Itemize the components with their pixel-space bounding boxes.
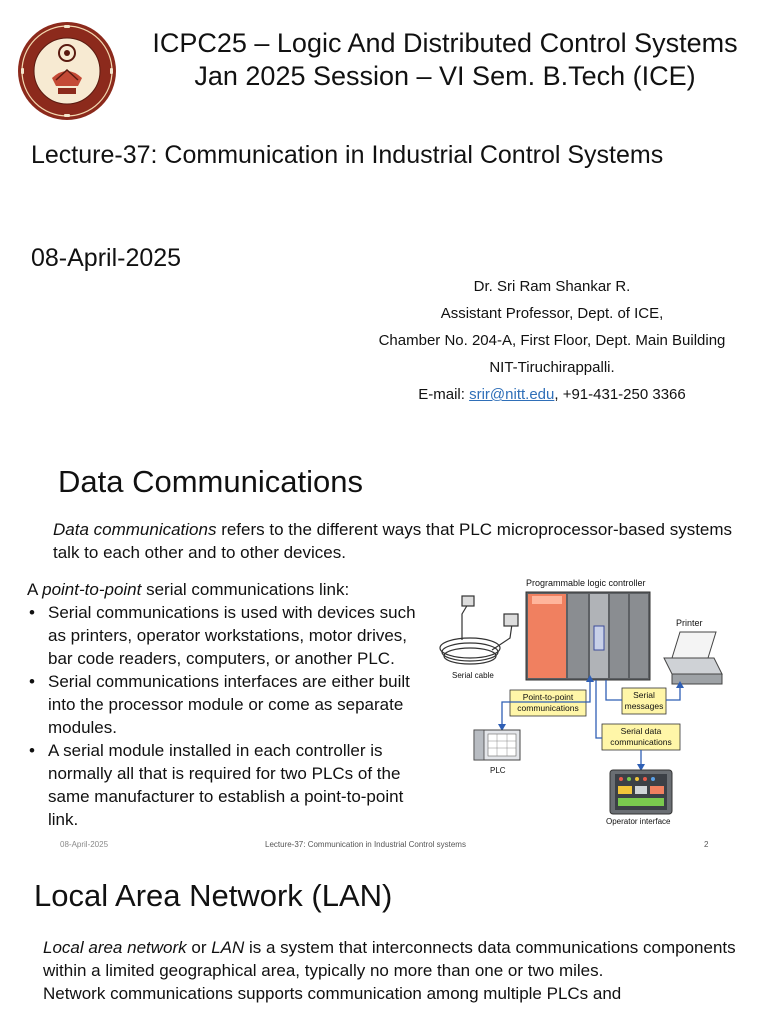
plc-small-label: PLC xyxy=(490,766,506,775)
lan-or: or xyxy=(186,938,212,957)
serial-data-line2: communications xyxy=(610,737,672,747)
operator-interface-icon xyxy=(610,770,672,814)
printer-label: Printer xyxy=(676,618,703,628)
data-communications-slide xyxy=(0,440,768,858)
author-institute: NIT-Tiruchirappalli. xyxy=(489,359,615,376)
serial-data-line1: Serial data xyxy=(620,726,662,736)
author-designation: Assistant Professor, Dept. of ICE, xyxy=(440,305,664,322)
serial-messages-line2: messages xyxy=(624,701,664,711)
serial-cable-icon xyxy=(440,596,518,664)
operator-interface-label: Operator interface xyxy=(606,817,671,826)
power-supply-module xyxy=(528,594,566,678)
lan-text: is a system that interconnects data communications components within a limited geographical area, typically no more than one or two miles. xyxy=(43,938,736,980)
nit-trichy-seal-icon xyxy=(16,20,118,122)
footer-date: 08-April-2025 xyxy=(60,840,109,849)
slide-title: Data Communications xyxy=(58,464,363,499)
serial-messages-line1: Serial xyxy=(633,690,655,700)
plc-label: Programmable logic controller xyxy=(526,578,646,588)
plc-rack-icon xyxy=(526,592,650,680)
author-name: Dr. Sri Ram Shankar R. xyxy=(473,278,631,295)
author-contact xyxy=(352,381,752,408)
serial-port-icon xyxy=(594,626,604,650)
intro-term: Data communications xyxy=(53,520,217,539)
email-label: E-mail: xyxy=(418,386,470,403)
session-title: Jan 2025 Session – VI Sem. B.Tech (ICE) xyxy=(194,61,696,91)
lan-paragraph xyxy=(43,936,743,1005)
lecture-date: 08-April-2025 xyxy=(31,244,182,272)
lan-slide xyxy=(0,858,768,1024)
course-title: ICPC25 – Logic And Distributed Control Systems xyxy=(152,28,738,58)
author-chamber: Chamber No. 204-A, First Floor, Dept. Main Building xyxy=(378,332,726,349)
list-heading-term: point-to-point xyxy=(42,580,142,599)
phone-number: , +91-431-250 3366 xyxy=(554,386,686,403)
lecture-title: Lecture-37: Communication in Industrial Control Systems xyxy=(31,141,664,169)
author-block xyxy=(352,273,752,408)
list-heading-prefix: A xyxy=(27,580,43,599)
lan-term: Local area network xyxy=(43,938,187,957)
footer-page-number: 2 xyxy=(704,840,709,849)
p2p-label-line2: communications xyxy=(517,703,579,713)
printer-icon xyxy=(664,632,722,684)
slide-title: Local Area Network (LAN) xyxy=(34,878,393,913)
list-item: • Serial communications is used with devices such as printers, operator workstations, motor drives, bar code readers, computers, or another PLC. xyxy=(27,601,417,670)
serial-cable-label: Serial cable xyxy=(452,671,494,680)
intro-text: refers to the different ways that PLC microprocessor-based systems talk to each other and to other devices. xyxy=(53,520,733,562)
intro-paragraph xyxy=(53,518,753,564)
list-heading-rest: serial communications link: xyxy=(141,580,350,599)
title-slide xyxy=(0,0,768,440)
lan-text-line2: Network communications supports communication among multiple PLCs and xyxy=(43,984,622,1003)
list-item: • Serial communications interfaces are either built into the processor module or come as separate modules. xyxy=(27,670,417,739)
lan-abbrev: LAN xyxy=(211,938,245,957)
bullet-list xyxy=(27,601,417,831)
serial-communication-diagram xyxy=(432,574,732,826)
email-link[interactable]: srir@nitt.edu xyxy=(469,386,555,403)
list-heading xyxy=(27,578,349,601)
p2p-label-line1: Point-to-point xyxy=(522,692,574,702)
plc-small-icon xyxy=(474,730,520,760)
list-item: • A serial module installed in each controller is normally all that is required for two PLCs of the same manufacturer to establish a point-to-point link. xyxy=(27,739,417,831)
footer-title: Lecture-37: Communication in Industrial Control systems xyxy=(265,840,466,849)
